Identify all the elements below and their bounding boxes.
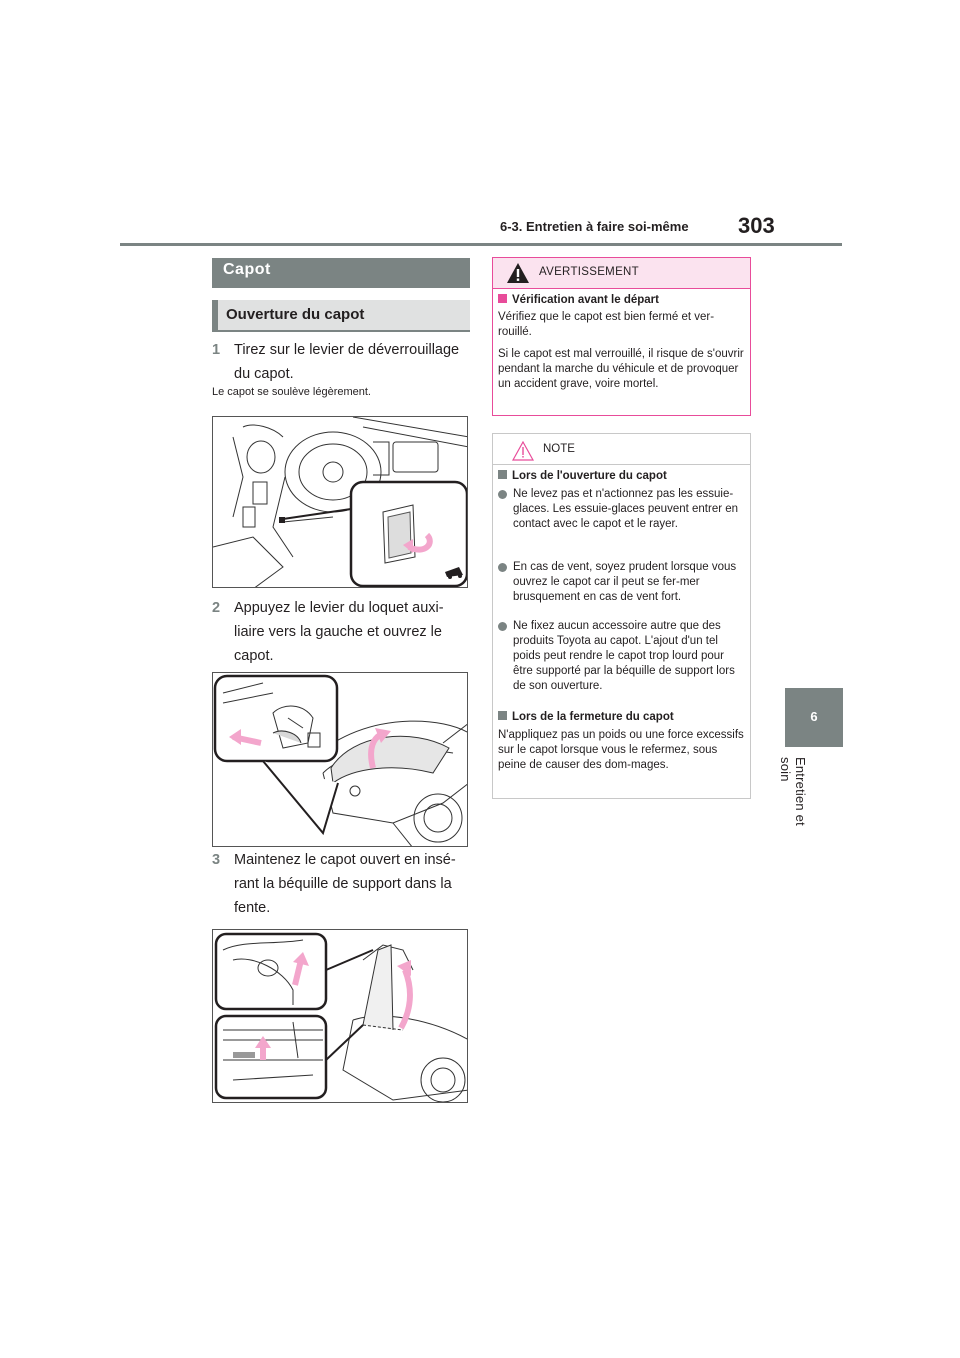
subsection-title-text: Ouverture du capot bbox=[226, 306, 365, 323]
header-divider bbox=[120, 243, 842, 246]
warning-triangle-icon bbox=[506, 262, 530, 284]
step-1 bbox=[212, 338, 470, 386]
bullet-dot-icon bbox=[498, 622, 507, 631]
step-2 bbox=[212, 596, 470, 668]
section-title bbox=[212, 258, 470, 288]
note-box bbox=[492, 433, 751, 799]
step-number: 1 bbox=[212, 342, 221, 358]
figure-support-rod bbox=[212, 929, 468, 1103]
chapter-number: 6 bbox=[810, 709, 818, 724]
figure-auxiliary-latch bbox=[212, 672, 468, 847]
chapter-label: Entretien et soin bbox=[778, 757, 808, 826]
section-header: 6-3. Entretien à faire soi-même bbox=[500, 219, 689, 234]
bullet-dot-icon bbox=[498, 490, 507, 499]
section-title-text: Capot bbox=[223, 261, 271, 278]
figure-hood-release-lever bbox=[212, 416, 468, 588]
warning-paragraph-1: Vérifiez que le capot est bien fermé et ver-rouillé. bbox=[498, 311, 715, 338]
square-bullet-icon bbox=[498, 294, 507, 303]
note-heading-1: Lors de l'ouverture du capot bbox=[498, 469, 744, 484]
square-bullet-icon bbox=[498, 470, 507, 479]
warning-title: AVERTISSEMENT bbox=[539, 266, 639, 278]
step-text: Appuyez le levier du loquet auxi-liaire vers la gauche et ouvrez le capot. bbox=[234, 600, 444, 664]
note-header bbox=[493, 434, 750, 465]
note-triangle-icon bbox=[512, 441, 534, 461]
warning-box bbox=[492, 257, 751, 416]
step-text: Maintenez le capot ouvert en insé-rant la béquille de support dans la fente. bbox=[234, 852, 456, 916]
step-text: Tirez sur le levier de déverrouillage du capot. bbox=[234, 342, 460, 382]
note-title: NOTE bbox=[543, 443, 575, 455]
warning-heading: Vérification avant le départ bbox=[498, 293, 744, 308]
step-1-note: Le capot se soulève légèrement. bbox=[212, 386, 371, 398]
subsection-title bbox=[212, 300, 470, 332]
warning-paragraph-2: Si le capot est mal verrouillé, il risque de s'ouvrir pendant la marche du véhicule et de provoquer un accident grave, voire mortel. bbox=[498, 348, 744, 390]
note-bullet-1: Ne levez pas et n'actionnez pas les essuie-glaces. Les essuie-glaces peuvent entrer en contact avec le capot et le rayer. bbox=[498, 487, 744, 532]
page-number: 303 bbox=[738, 213, 775, 238]
warning-header bbox=[493, 258, 750, 289]
note-heading-2: Lors de la fermeture du capot bbox=[498, 710, 744, 725]
step-3 bbox=[212, 848, 470, 920]
step-number: 3 bbox=[212, 852, 221, 868]
note-bullet-2: En cas de vent, soyez prudent lorsque vous ouvrez le capot car il peut se fer-mer brusquement en cas de vent fort. bbox=[498, 560, 744, 605]
note-paragraph: N'appliquez pas un poids ou une force excessifs sur le capot lorsque vous le refermez, sous peine de causer des dom-mages. bbox=[498, 729, 744, 771]
square-bullet-icon bbox=[498, 711, 507, 720]
bullet-dot-icon bbox=[498, 563, 507, 572]
note-bullet-3: Ne fixez aucun accessoire autre que des produits Toyota au capot. L'ajout d'un tel poids peut rendre le capot trop lourd pour être supporté par la béquille de support lors de son ouverture. bbox=[498, 619, 744, 694]
step-number: 2 bbox=[212, 600, 221, 616]
